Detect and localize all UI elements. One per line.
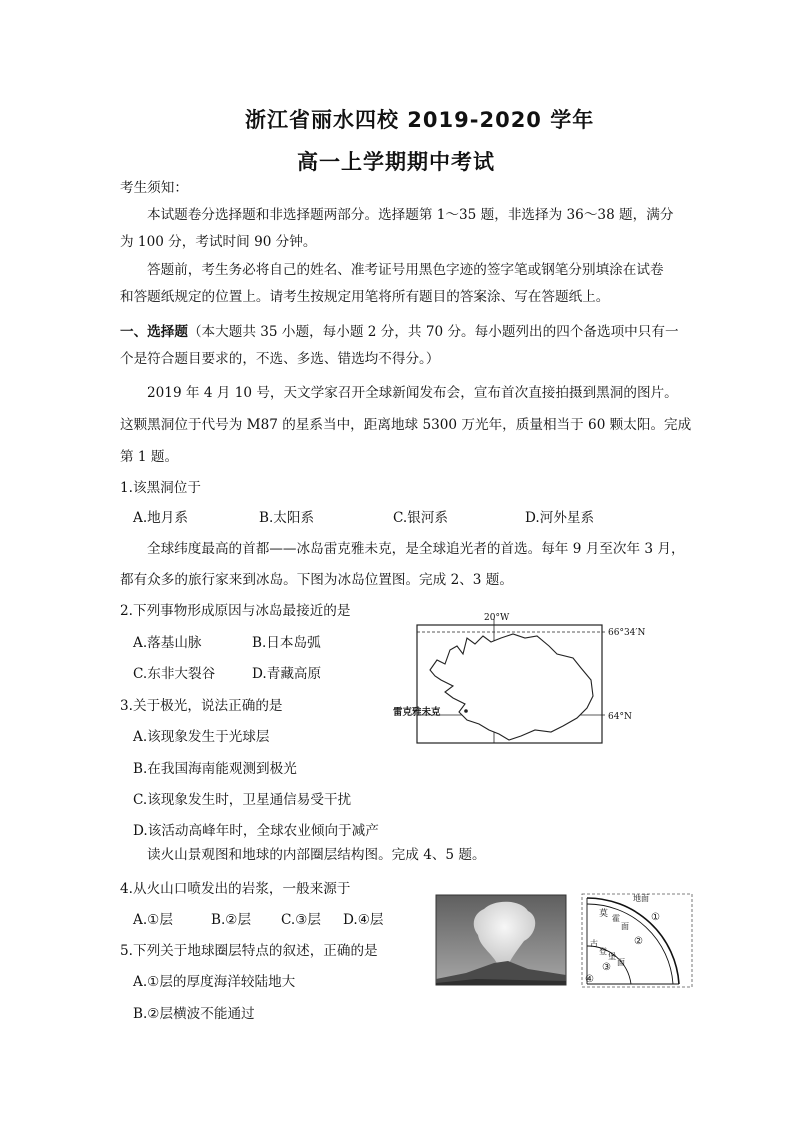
section1-heading: 一、选择题 — [120, 324, 188, 340]
q4-option-d: D.④层 — [343, 912, 384, 928]
q4-option-b: B.②层 — [211, 912, 252, 928]
layer-1-label: ① — [651, 912, 660, 923]
gutenberg-label-1: 古 — [590, 939, 598, 948]
gutenberg-label-3: 堡 — [608, 952, 616, 961]
gutenberg-label-4: 面 — [617, 958, 625, 967]
q3-option-c: C.该现象发生时，卫星通信易受干扰 — [133, 792, 352, 808]
notice-p2-line2: 和答题纸规定的位置上。请考生按规定用笔将所有题目的答案涂、写在答题纸上。 — [120, 289, 610, 305]
q1-option-d: D.河外星系 — [525, 510, 595, 526]
passage1-line1: 2019 年 4 月 10 号，天文学家召开全球新闻发布会，宣布首次直接拍摄到黑洞的图片。 — [147, 385, 678, 401]
exam-title-line1: 浙江省丽水四校 2019-2020 学年 — [245, 108, 595, 132]
q5-option-a: A.①层的厚度海洋较陆地大 — [133, 974, 296, 990]
layer-3-label: ③ — [602, 962, 611, 973]
passage1-line2: 这颗黑洞位于代号为 M87 的星系当中，距离地球 5300 万光年，质量相当于 60 颗太阳。完成 — [120, 417, 692, 433]
passage3-line1: 读火山景观图和地球的内部圈层结构图。完成 4、5 题。 — [147, 847, 486, 863]
q3-stem: 3.关于极光，说法正确的是 — [120, 698, 283, 714]
q2-stem: 2.下列事物形成原因与冰岛最接近的是 — [120, 603, 351, 619]
notice-p1-line2: 为 100 分，考试时间 90 分钟。 — [120, 234, 317, 250]
layer-4-label: ④ — [585, 974, 594, 985]
surface-label: 地面 — [633, 894, 649, 903]
notice-heading: 考生须知： — [120, 180, 188, 196]
iceland-map — [393, 608, 680, 750]
q2-option-d: D.青藏高原 — [252, 666, 322, 682]
lon-label: 20°W — [484, 613, 510, 623]
section1-line1 — [120, 326, 679, 340]
moho-label-1: 莫 — [599, 909, 609, 919]
passage2-line1: 全球纬度最高的首都——冰岛雷克雅未克，是全球追光者的首选。每年 9 月至次年 3 月， — [147, 541, 685, 557]
q1-option-a: A.地月系 — [133, 510, 188, 526]
moho-label-3: 面 — [621, 922, 629, 931]
q2-option-a: A.落基山脉 — [133, 635, 202, 651]
lat-bottom-label: 64°N — [608, 712, 632, 722]
layer-2-label: ② — [634, 936, 643, 947]
city-label: 雷克雅未克 — [393, 707, 441, 718]
gutenberg-label-2: 登 — [599, 947, 607, 956]
q4-option-a: A.①层 — [133, 912, 173, 928]
reykjavik-dot — [464, 709, 468, 713]
passage2-line2: 都有众多的旅行家来到冰岛。下图为冰岛位置图。完成 2、3 题。 — [120, 572, 513, 588]
q5-option-b: B.②层横波不能通过 — [133, 1006, 255, 1022]
section1-desc-line2: 个是符合题目要求的，不选、多选、错选均不得分。） — [120, 351, 440, 367]
notice-p1-line1: 本试题卷分选择题和非选择题两部分。选择题第 1～35 题，非选择为 36～38 题，满分 — [147, 207, 674, 223]
q1-stem: 1.该黑洞位于 — [120, 480, 201, 496]
volcano-photo — [436, 895, 566, 985]
q3-option-d: D.该活动高峰年时，全球农业倾向于减产 — [133, 823, 379, 839]
q4-stem: 4.从火山口喷发出的岩浆，一般来源于 — [120, 881, 351, 897]
passage1-line3: 第 1 题。 — [120, 449, 179, 465]
q5-stem: 5.下列关于地球圈层特点的叙述，正确的是 — [120, 943, 378, 959]
exam-title-line2: 高一上学期期中考试 — [297, 150, 495, 174]
section1-desc-line1: （本大题共 35 小题，每小题 2 分，共 70 分。每小题列出的四个备选项中只有一 — [187, 324, 679, 340]
earth-layers-diagram — [581, 888, 696, 990]
q3-option-a: A.该现象发生于光球层 — [133, 729, 270, 745]
q1-option-b: B.太阳系 — [259, 510, 315, 526]
notice-p2-line1: 答题前，考生务必将自己的姓名、准考证号用黑色字迹的签字笔或钢笔分别填涂在试卷 — [147, 262, 664, 278]
q1-option-c: C.银河系 — [393, 510, 449, 526]
lat-top-label: 66°34′N — [608, 628, 646, 638]
q2-option-b: B.日本岛弧 — [252, 635, 321, 651]
q3-option-b: B.在我国海南能观测到极光 — [133, 761, 297, 777]
q2-option-c: C.东非大裂谷 — [133, 666, 216, 682]
moho-label-2: 霍 — [612, 914, 620, 923]
q4-option-c: C.③层 — [281, 912, 322, 928]
